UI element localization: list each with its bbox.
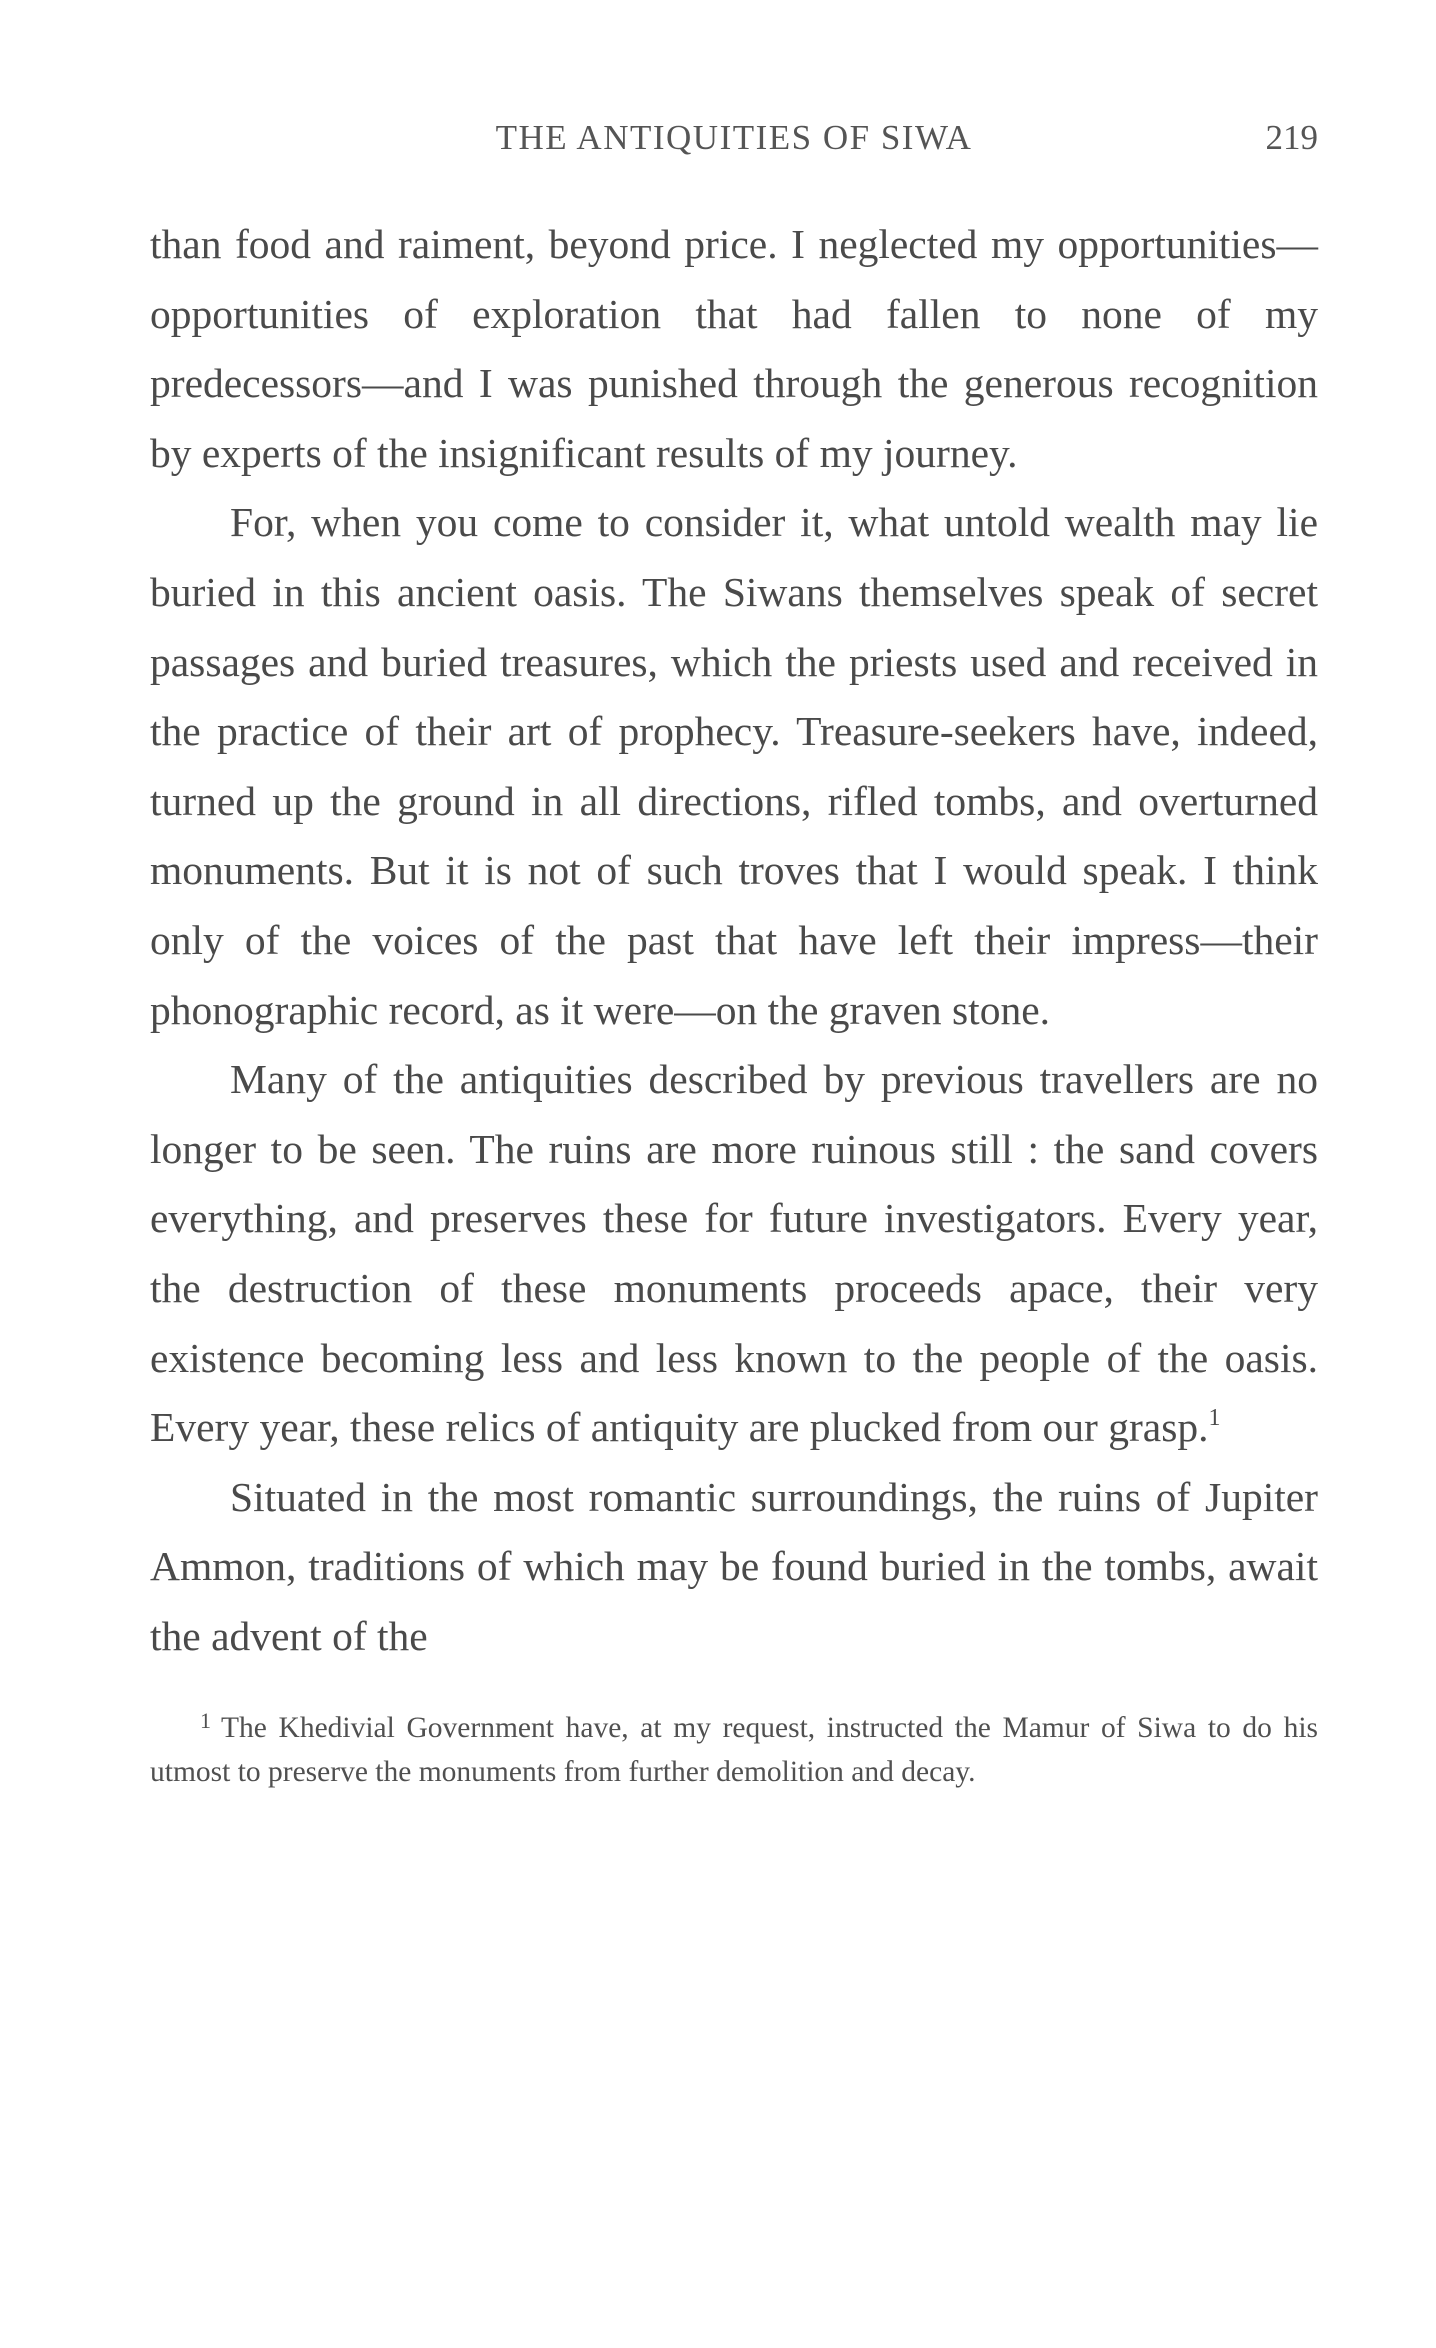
- book-page: [150, 118, 1318, 1794]
- paragraph: [150, 488, 1318, 1045]
- paragraph: [150, 210, 1318, 488]
- footnotes: [150, 1699, 1318, 1794]
- body-text: [150, 210, 1318, 1671]
- paragraph-text: Situated in the most romantic surroundings, the ruins of Jupiter Ammon, traditions of which may be found buried in the tombs, await the advent of the: [150, 1473, 1318, 1659]
- footnote: [150, 1699, 1318, 1794]
- paragraph: [150, 1463, 1318, 1672]
- paragraph-text: than food and raiment, beyond price. I neglected my opportunities—opportunities of exploration that had fallen to none of my predecessors—and I was punished through the generous recognition by experts of the insignificant results of my journey.: [150, 221, 1318, 476]
- paragraph-text: Many of the antiquities described by previous travellers are no longer to be seen. The ruins are more ruinous still : the sand covers everything, and preserves these for future investigators. Every year, the destruction of these monuments proceeds apace, their very existence becoming less and less known to the people of the oasis. Every year, these relics of antiquity are plucked from our grasp.: [150, 1056, 1318, 1451]
- footnote-text: The Khedivial Government have, at my request, instructed the Mamur of Siwa to do his utmost to preserve the monuments from further demolition and decay.: [150, 1712, 1318, 1789]
- running-title: THE ANTIQUITIES OF SIWA: [495, 118, 973, 157]
- paragraph-text: For, when you come to consider it, what untold wealth may lie buried in this ancient oasis. The Siwans themselves speak of secret passages and buried treasures, which the priests used and received in the practice of their art of prophecy. Treasure-seekers have, indeed, turned up the ground in all directions, rifled tombs, and overturned monuments. But it is not of such troves that I would speak. I think only of the voices of the past that have left their impress—their phonographic record, as it were—on the graven stone.: [150, 499, 1318, 1033]
- footnote-reference[interactable]: 1: [1208, 1405, 1221, 1432]
- page-header: [150, 118, 1318, 170]
- footnote-mark: 1: [200, 1708, 211, 1734]
- paragraph: [150, 1045, 1318, 1463]
- page-number: 219: [1265, 118, 1318, 157]
